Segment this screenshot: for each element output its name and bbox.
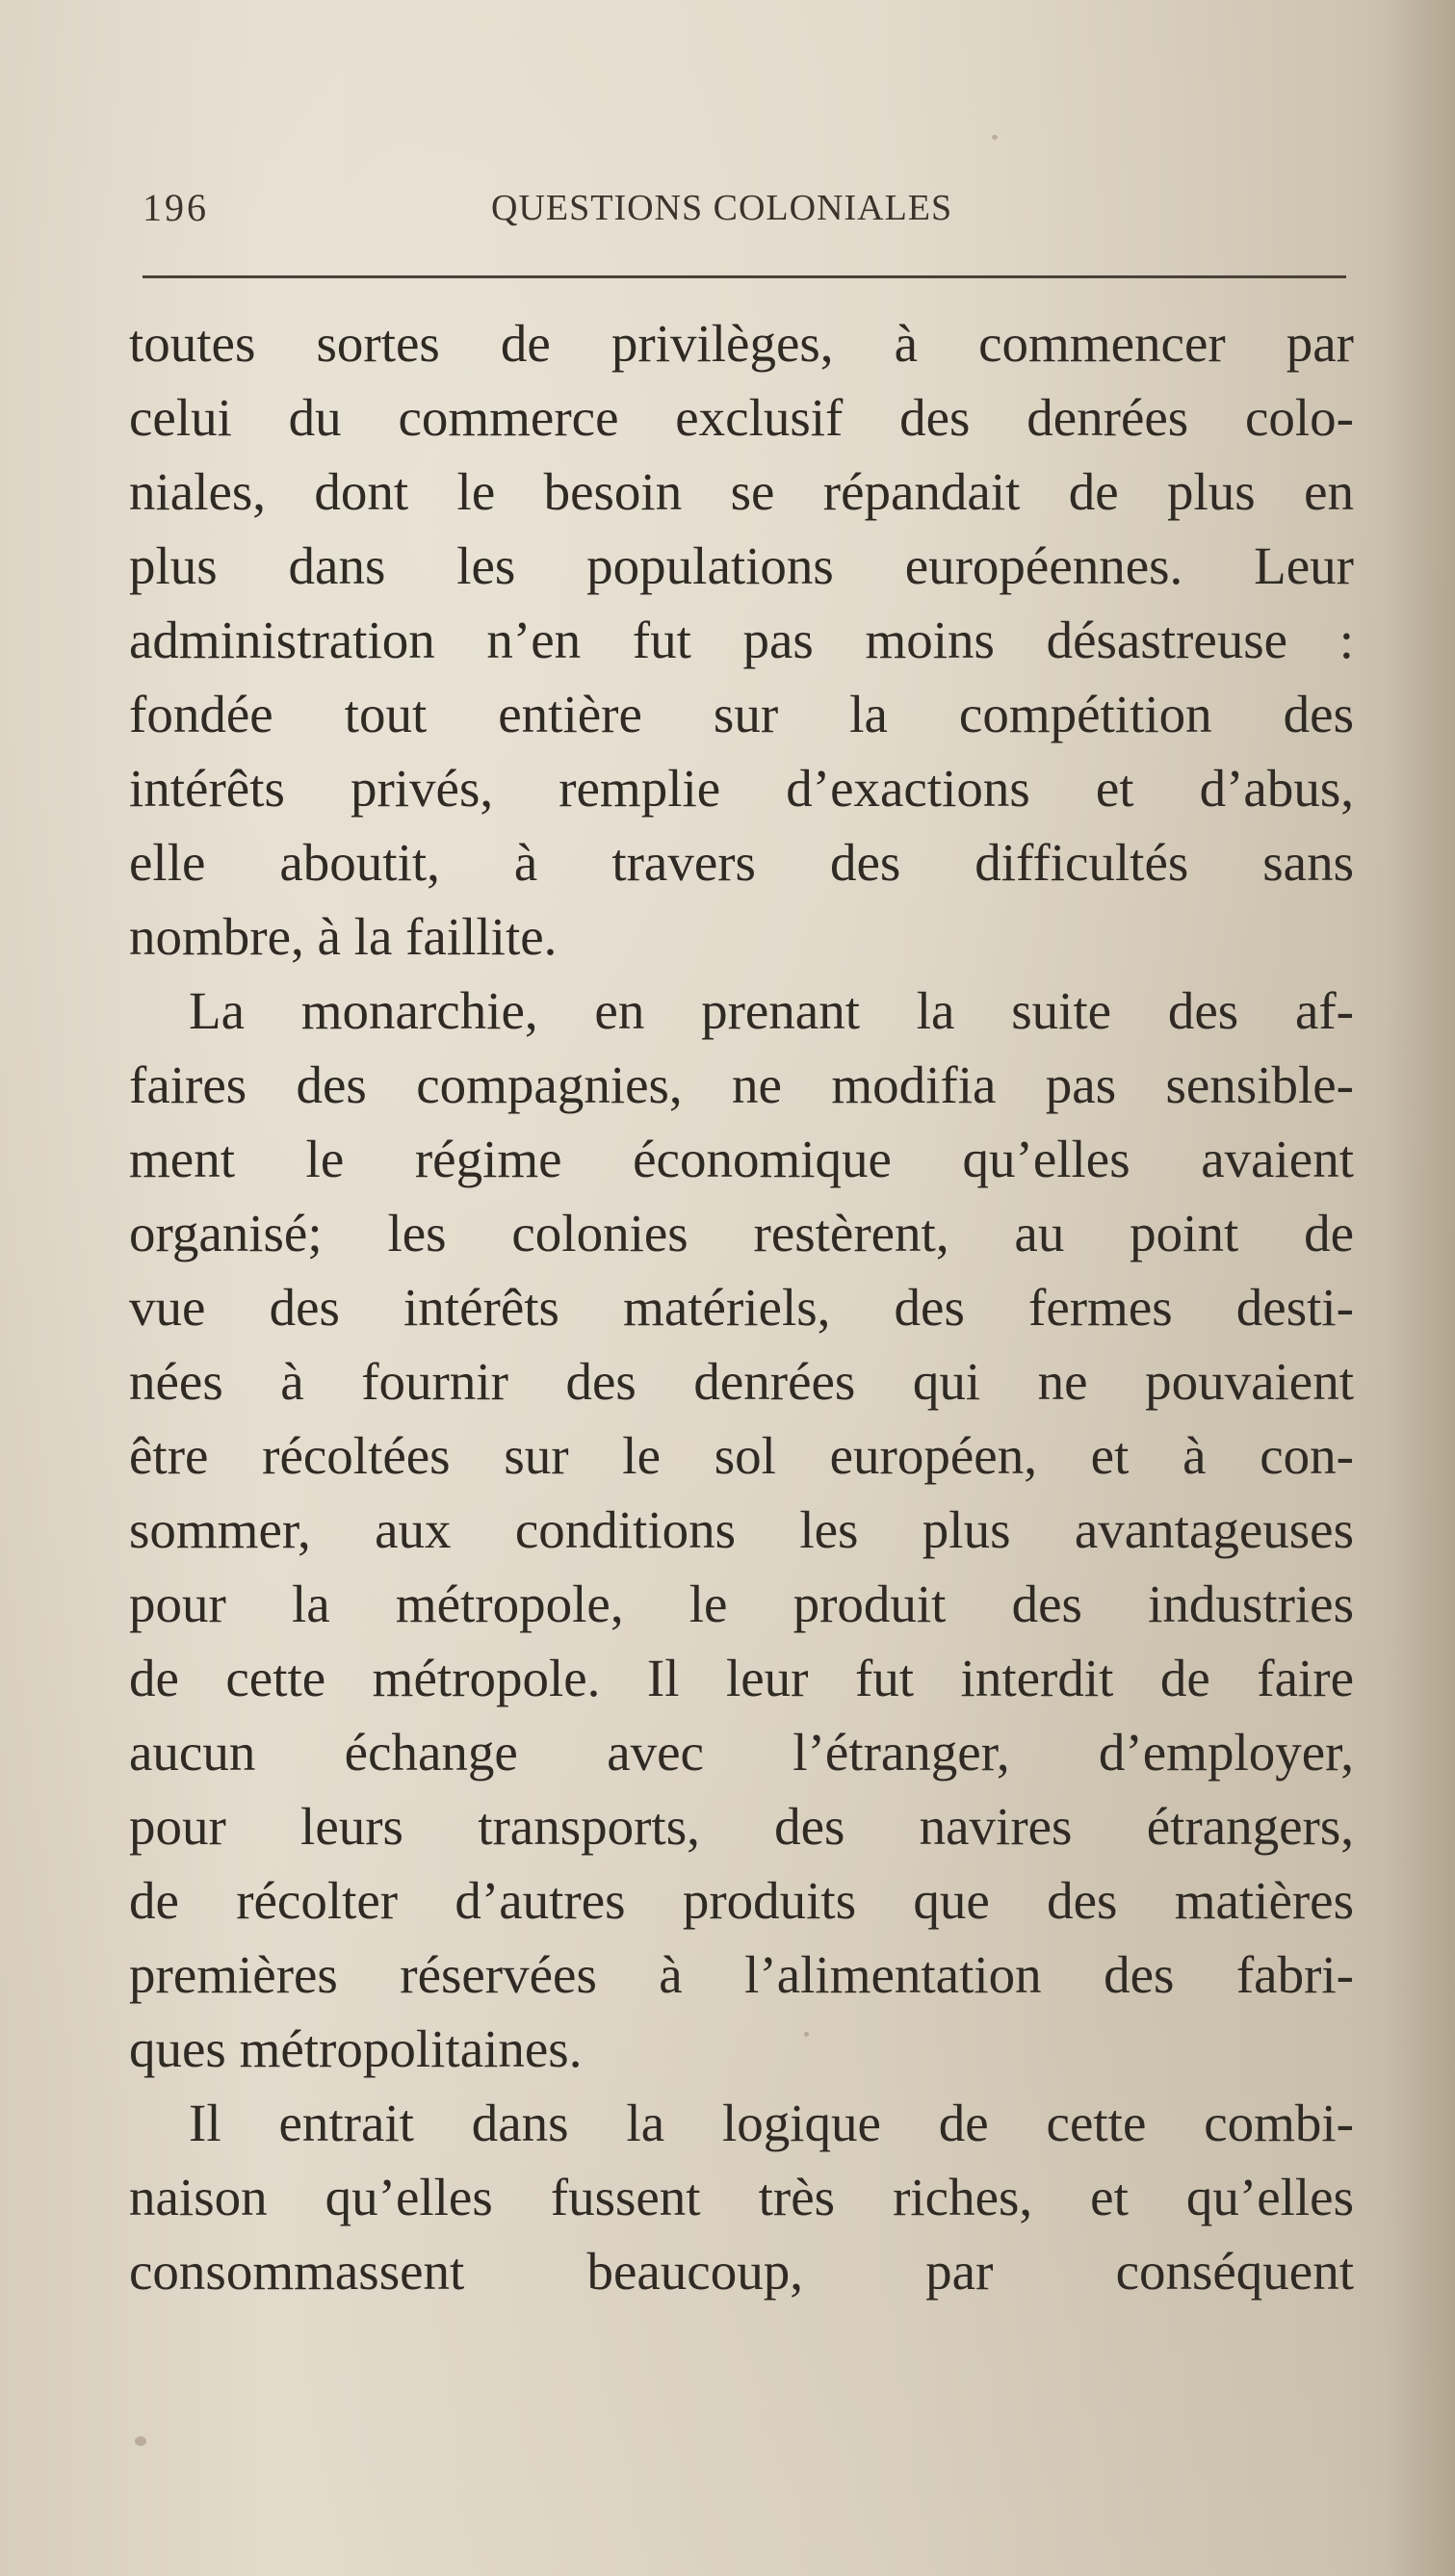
text-line: être récoltées sur le sol européen, et à con- (129, 1426, 1354, 1485)
text-line: nombre, à la faillite. (129, 907, 558, 966)
text-line: fondée tout entière sur la compétition des (129, 685, 1354, 743)
text-line: pour la métropole, le produit des industries (129, 1574, 1354, 1633)
paragraph-start-line: Il entrait dans la logique de cette combi- (189, 2094, 1354, 2152)
page-number: 196 (143, 186, 209, 229)
text-line: nées à fournir des denrées qui ne pouvaient (129, 1352, 1354, 1411)
text-line: toutes sortes de privilèges, à commencer par (129, 314, 1354, 373)
page-header (143, 179, 1346, 237)
text-line: ques métropolitaines. (129, 2019, 583, 2078)
text-line: aucun échange avec l’étranger, d’employer, (129, 1723, 1354, 1782)
text-line: premières réservées à l’alimentation des fabri- (129, 1945, 1354, 2004)
text-line: ment le régime économique qu’elles avaient (129, 1130, 1354, 1188)
text-line: naison qu’elles fussent très riches, et qu’elles (129, 2168, 1354, 2226)
text-line: faires des compagnies, ne modifia pas sensible- (129, 1055, 1354, 1114)
text-line: sommer, aux conditions les plus avantageuses (129, 1500, 1354, 1559)
paragraph-start-line: La monarchie, en prenant la suite des af- (189, 981, 1354, 1040)
text-line: administration n’en fut pas moins désastreuse : (129, 611, 1354, 669)
body-text (129, 306, 1354, 2308)
running-title: QUESTIONS COLONIALES (491, 188, 953, 228)
paper-speck (135, 2436, 146, 2446)
text-line: pour leurs transports, des navires étrangers, (129, 1797, 1354, 1856)
text-line: niales, dont le besoin se répandait de plus en (129, 462, 1354, 521)
text-line: intérêts privés, remplie d’exactions et d’abus, (129, 759, 1354, 818)
text-line: plus dans les populations européennes. Leur (129, 536, 1354, 595)
text-line: elle aboutit, à travers des difficultés sans (129, 833, 1354, 892)
header-rule (143, 275, 1346, 278)
text-line: de récolter d’autres produits que des matières (129, 1871, 1354, 1930)
paper-speck (992, 135, 998, 140)
text-line: consommassent beaucoup, par conséquent (129, 2242, 1354, 2301)
text-line: vue des intérêts matériels, des fermes desti- (129, 1278, 1354, 1337)
text-line: celui du commerce exclusif des denrées colo- (129, 388, 1354, 447)
paper-speck (804, 2032, 809, 2037)
page-edge-shadow (1388, 0, 1455, 2576)
text-line: de cette métropole. Il leur fut interdit de faire (129, 1649, 1354, 1707)
text-line: organisé; les colonies restèrent, au point de (129, 1204, 1354, 1262)
